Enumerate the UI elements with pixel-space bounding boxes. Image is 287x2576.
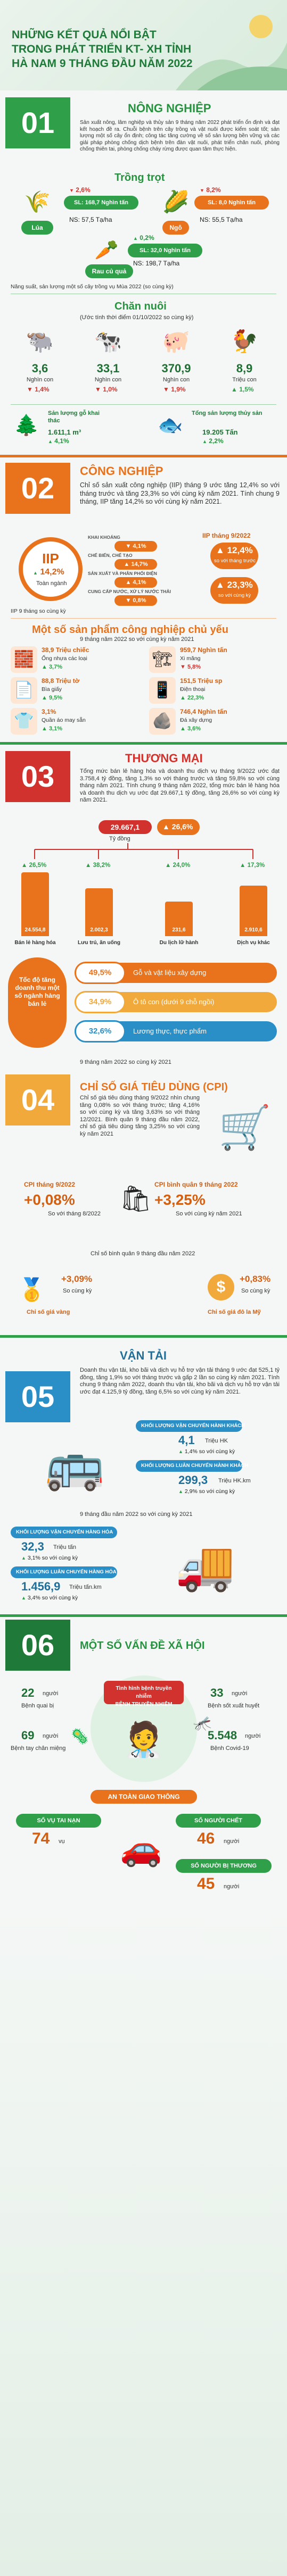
animal-value: 33,1 [96, 362, 120, 375]
hk1-unit: Triệu HK [205, 1438, 228, 1444]
retail-row-pct: 34,9% [75, 991, 126, 1013]
raucu-pct: ▲ 0,2% [133, 234, 154, 241]
bar-label: Du lịch lữ hành [159, 940, 199, 946]
retail-row-pct: 32,6% [75, 1020, 126, 1043]
section-number-04: 04 [5, 1074, 70, 1126]
product-value: 746,4 Nghìn tấn [180, 708, 227, 715]
total-unit: Tỷ đồng [109, 836, 130, 842]
product-desc: Ống nhựa các loại [42, 655, 87, 662]
product-pct: ▲ 3,1% [42, 726, 63, 732]
page-title: NHỮNG KẾT QUẢ NỔI BẬT TRONG PHÁT TRIỂN KT- XH TỈNH HÀ NAM 9 THÁNG ĐẦU NĂM 2022 [12, 29, 193, 70]
cpi-month-note: So với tháng 8/2022 [48, 1211, 101, 1217]
bar-pct: ▲ 26,5% [21, 862, 47, 869]
product-icon: 🏗 [149, 646, 176, 673]
corn-icon: 🌽 [162, 190, 189, 214]
product-icon: 📱 [149, 677, 176, 704]
divider [11, 618, 276, 619]
iip-note: IIP 9 tháng so cùng kỳ [11, 608, 66, 614]
s3-intro: Tổng mức bán lẻ hàng hóa và doanh thu dịch vụ tháng 9/2022 ước đạt 3.758,4 tỷ đồng, tăng 1,3% so với tháng trước và tăng 59,8% so với cùng tháng năm 2021. Tính chung 9 tháng năm 2022, tổng mức bán lẻ hàng hóa và doanh thu dịch vụ ước đạt 29.667,1 tỷ đồng, tăng 26,6% so với cùng kỳ năm 2021. [80, 768, 280, 803]
product-icon: 📄 [11, 677, 37, 704]
raucu-ns: NS: 198,7 Tạ/ha [133, 260, 180, 267]
bus-icon: 🚌 [44, 1439, 105, 1492]
chicken-icon: 🐓 [230, 329, 259, 354]
pig-icon: 🐖 [162, 329, 191, 354]
d4-label: Bệnh Covid-19 [210, 1745, 249, 1752]
s5-intro: Doanh thu vận tải, kho bãi và dịch vụ hỗ trợ vận tải tháng 9 ước đạt 525,1 tỷ đồng, tăng 1,9% so với tháng trước và gấp 2 lần so cùng kỳ năm 2021. Tính chung 9 tháng năm 2022, doanh thu vận tải, kho bãi và dịch vụ hỗ trợ vận tải ước đạt 4.125,9 tỷ đồng, tăng 6,5% so với cùng kỳ năm 2021. [80, 1367, 280, 1395]
disease-title: Tình hình bệnh truyền nhiễm BỆNH TRUYỀN NHIỄM [104, 1681, 184, 1704]
products-sub: 9 tháng năm 2022 so với cùng kỳ năm 2021 [80, 636, 194, 643]
branch-value: ▲ 14,7% [114, 559, 157, 570]
lua-pct: ▼ 2,6% [69, 186, 91, 194]
s2-intro: Chỉ số sản xuất công nghiệp (IIP) tháng 9 ước tăng 12,4% so với tháng trước và tăng 23,3% so với cùng kỳ năm 2021. Tính chung 9 tháng, IIP tăng 14,2% so với cùng kỳ năm 2021. [80, 481, 280, 505]
section-title-xa-hoi: MỘT SỐ VẤN ĐỀ XÃ HỘI [80, 1640, 205, 1652]
traffic-title: AN TOÀN GIAO THÔNG [91, 1790, 197, 1804]
g1-unit: vụ [59, 1838, 65, 1845]
go-label: Sản lượng gỗ khai thác [48, 410, 100, 424]
hk2-pct: ▲ 2,9% so với cùng kỳ [178, 1488, 235, 1495]
truck-icon: 🚚 [175, 1540, 235, 1593]
lua-label: Lúa [21, 221, 53, 235]
animal-unit: Triệu con [232, 377, 257, 383]
section-title-nong-nghiep: NÔNG NGHIỆP [128, 102, 211, 115]
raucu-sl: SL: 32,0 Nghìn tấn [128, 244, 202, 257]
cpi-month-value: +0,08% [24, 1191, 75, 1208]
d3-unit: người [232, 1690, 248, 1697]
bar-value: 24.554,8 [24, 927, 46, 933]
ngo-sl: SL: 8,0 Nghìn tấn [194, 196, 269, 210]
cpi-note: Chỉ số bình quân 9 tháng đầu năm 2022 [91, 1251, 195, 1257]
cpi-year-note: So với cùng kỳ năm 2021 [176, 1211, 242, 1217]
page-footer-space [0, 1904, 287, 2576]
animal-value: 370,9 [161, 362, 191, 375]
g3-label: SỐ NGƯỜI BỊ THƯƠNG [176, 1859, 272, 1873]
bar-value: 2.910,6 [244, 927, 263, 933]
section-number-02: 02 [5, 463, 70, 514]
iip-sub: Toàn ngành [36, 580, 67, 587]
gold-value: +3,09% [61, 1274, 93, 1284]
d4-unit: người [245, 1733, 261, 1739]
s1-intro: Sản xuất nông, lâm nghiệp và thủy sản 9 tháng năm 2022 phát triển ổn định và đạt kết hoạch đề ra. Chuỗi bệnh trên cây trồng và vật nuôi được kiểm soát tốt; sản lượng một số cây ổn định; công tác tăng cường về số sản lượng bền vững và các giải pháp phòng chống dịch bệnh trên đàn vật nuôi, phát triển chăn nuôi, phòng chống thiên tai, phòng chống cháy rừng được quan tâm thực hiện. [80, 120, 280, 152]
d2-label: Bệnh tay chân miệng [11, 1745, 66, 1752]
iip-month-title: IIP tháng 9/2022 [202, 532, 251, 539]
hk2-title: KHỐI LƯỢNG LUÂN CHUYỂN HÀNH KHÁCH [136, 1460, 242, 1472]
hh1-value: 32,3 [21, 1540, 44, 1553]
hh2-unit: Triệu tấn.km [69, 1584, 102, 1590]
section-title-cpi: CHỈ SỐ GIÁ TIÊU DÙNG (CPI) [80, 1081, 228, 1093]
d1-unit: người [43, 1690, 59, 1697]
animal-pct: ▼ 1,9% [163, 386, 186, 393]
go-value: 1.611,1 m³ [48, 428, 81, 436]
virus-icon: 🦠 [70, 1728, 89, 1745]
usd-label: Chỉ số giá đô la Mỹ [208, 1309, 261, 1315]
cpi-year-value: +3,25% [154, 1191, 206, 1208]
section-number-03: 03 [5, 751, 70, 802]
hh2-title: KHỐI LƯỢNG LUÂN CHUYỂN HÀNG HÓA [11, 1566, 117, 1578]
products-title: Một số sản phẩm công nghiệp chủ yếu [32, 624, 228, 636]
branch-label: SẢN XUẤT VÀ PHÂN PHỐI ĐIỆN [88, 571, 157, 576]
hk2-unit: Triệu HK.km [218, 1478, 251, 1484]
s1-note: Năng suất, sản lượng một số cây trồng vụ Mùa 2022 (so cùng kỳ) [11, 284, 174, 290]
animal-pct: ▲ 1,5% [231, 386, 254, 393]
product-icon: 🪨 [149, 708, 176, 735]
product-desc: Xi măng [180, 655, 201, 662]
s5-note: 9 tháng đầu năm 2022 so với cùng kỳ 2021 [80, 1511, 193, 1518]
section-number-05: 05 [5, 1371, 70, 1422]
product-pct: ▲ 3,7% [42, 664, 63, 670]
cpi-year-title: CPI bình quân 9 tháng 2022 [154, 1181, 238, 1188]
chan-nuoi-title: Chăn nuôi [114, 301, 167, 312]
g3-unit: người [224, 1883, 240, 1890]
hk1-pct: ▲ 1,4% so với cùng kỳ [178, 1448, 235, 1455]
g2-unit: người [224, 1838, 240, 1845]
product-value: 959,7 Nghìn tấn [180, 646, 227, 654]
retail-row: Lương thực, thực phẩm [75, 1021, 277, 1041]
iip-month-v1-note: so với tháng trước [214, 558, 256, 564]
shopping-bags-icon: 🛍 [119, 1185, 152, 1213]
usd-note: So cùng kỳ [241, 1288, 270, 1294]
dollar-icon: $ [208, 1274, 234, 1300]
iip-value: ▲ 14,2% [33, 568, 64, 577]
animal-unit: Nghìn con [94, 377, 122, 383]
g2-value: 46 [197, 1830, 215, 1847]
ngo-ns: NS: 55,5 Tạ/ha [200, 216, 243, 223]
hh1-pct: ▲ 3,1% so với cùng kỳ [21, 1555, 78, 1561]
branch-label: KHAI KHOÁNG [88, 535, 120, 540]
s3-note: 9 tháng năm 2022 so cùng kỳ 2021 [80, 1059, 171, 1065]
section-number-06: 06 [5, 1620, 70, 1671]
iip-month-v2-note: so với cùng kỳ [218, 593, 251, 598]
hh1-title: KHỐI LƯỢNG VẬN CHUYỂN HÀNG HÓA [11, 1527, 117, 1538]
bar-value: 2.002,3 [90, 927, 108, 933]
product-value: 88,8 Triệu tờ [42, 677, 80, 685]
product-desc: Quần áo may sẵn [42, 717, 86, 723]
animal-pct: ▼ 1,0% [95, 386, 118, 393]
product-desc: Điện thoại [180, 686, 206, 693]
hh2-pct: ▲ 3,4% so với cùng kỳ [21, 1595, 78, 1601]
d3-value: 33 [210, 1686, 224, 1699]
bar-pct: ▲ 17,3% [240, 862, 265, 869]
total-pct: ▲ 26,6% [162, 822, 193, 831]
section-bar [0, 1614, 287, 1617]
d2-value: 69 [21, 1729, 35, 1742]
thuysan-pct: ▲ 2,2% [202, 437, 224, 445]
bar-label: Bán lẻ hàng hóa [14, 940, 56, 946]
branch-value: ▲ 4,1% [114, 577, 157, 588]
bar-label: Dịch vụ khác [237, 940, 270, 946]
animal-value: 8,9 [236, 362, 253, 375]
gold-label: Chỉ số giá vàng [27, 1309, 70, 1315]
iip-label: IIP [42, 551, 59, 566]
hh2-value: 1.456,9 [21, 1580, 61, 1593]
product-value: 38,9 Triệu chiếc [42, 646, 89, 654]
g1-label: SỐ VỤ TAI NẠN [16, 1814, 101, 1828]
animal-value: 3,6 [31, 362, 48, 375]
trong-trot-title: Trồng trọt [114, 172, 165, 184]
section-title-van-tai: VẬN TẢI [120, 1349, 167, 1362]
bar-pct: ▲ 24,0% [165, 862, 191, 869]
doctor-icon: 🧑‍⚕️ [122, 1720, 165, 1758]
branch-value: ▼ 4,1% [114, 541, 157, 552]
product-pct: ▲ 22,3% [180, 695, 204, 701]
iip-month-v1: ▲ 12,4% [216, 545, 253, 555]
vegetables-icon: 🥕 [94, 239, 119, 261]
go-pct: ▲ 4,1% [48, 437, 69, 445]
iip-month-v2: ▲ 23,3% [216, 580, 253, 590]
product-value: 3,1% [42, 708, 56, 715]
s4-intro: Chỉ số giá tiêu dùng tháng 9/2022 nhìn chung tăng 0,08% so với tháng trước; tăng 4,16% so với cùng kỳ và tăng 3,63% so với tháng 12/2021. Bình quân 9 tháng đầu năm 2022, chỉ số giá tiêu dùng tăng 3,25% so với cùng kỳ năm 2021 [80, 1095, 200, 1137]
g1-value: 74 [32, 1830, 50, 1847]
product-pct: ▲ 3,6% [180, 726, 201, 732]
hk2-value: 299,3 [178, 1473, 208, 1487]
thuysan-label: Tổng sản lượng thủy sản [192, 410, 263, 416]
g3-value: 45 [197, 1875, 215, 1893]
cpi-month-title: CPI tháng 9/2022 [24, 1181, 76, 1188]
raucu-label: Rau củ quả [85, 264, 133, 278]
retail-row: Gỗ và vật liệu xây dựng [75, 963, 277, 983]
animal-unit: Nghìn con [162, 377, 190, 383]
section-title-thuong-mai: THƯƠNG MẠI [125, 752, 203, 765]
forest-icon: 🌲 [14, 414, 39, 437]
animal-unit: Nghìn con [26, 377, 54, 383]
bar-label: Lưu trú, ăn uống [77, 940, 120, 946]
d4-value: 5.548 [208, 1729, 237, 1742]
bar-pct: ▲ 38,2% [85, 862, 111, 869]
mosquito-icon: 🦟 [193, 1715, 212, 1731]
d1-label: Bệnh quai bị [21, 1703, 54, 1709]
hk1-value: 4,1 [178, 1433, 195, 1447]
section-number-01: 01 [5, 97, 70, 148]
d1-value: 22 [21, 1686, 35, 1699]
ngo-label: Ngô [162, 221, 189, 235]
thuysan-value: 19.205 Tấn [202, 428, 238, 436]
section-bar [0, 1335, 287, 1338]
buffalo-icon: 🐃 [26, 329, 54, 354]
lua-ns: NS: 57,5 Tạ/ha [69, 216, 112, 223]
hh1-unit: Triệu tấn [53, 1544, 77, 1550]
section-bar [0, 455, 287, 457]
total-value: 29.667,1 [99, 820, 152, 834]
branch-label: CUNG CẤP NƯỚC, XỬ LÝ NƯỚC THẢI [88, 589, 171, 594]
product-pct: ▼ 5,8% [180, 664, 201, 670]
branch-value: ▼ 0,8% [114, 595, 157, 606]
retail-row: Ô tô con (dưới 9 chỗ ngồi) [75, 992, 277, 1012]
d2-unit: người [43, 1733, 59, 1739]
product-icon: 👕 [11, 708, 37, 735]
product-pct: ▲ 9,5% [42, 695, 63, 701]
product-desc: Đá xây dựng [180, 717, 212, 723]
gold-note: So cùng kỳ [63, 1288, 92, 1294]
fish-icon: 🐟 [158, 414, 183, 437]
hk1-title: KHỐI LƯỢNG VẬN CHUYỂN HÀNH KHÁCH [136, 1420, 242, 1432]
bars-connector [16, 843, 272, 859]
chan-nuoi-sub: (Ước tính thời điểm 01/10/2022 so cùng kỳ) [80, 314, 194, 321]
rice-icon: 🌾 [24, 190, 51, 214]
retail-row-pct: 49,5% [75, 962, 126, 984]
product-desc: Bìa giấy [42, 686, 62, 693]
branch-label: CHẾ BIẾN, CHẾ TẠO [88, 553, 133, 558]
g2-label: SỐ NGƯỜI CHẾT [176, 1814, 261, 1828]
header-banner [0, 0, 287, 90]
ngo-pct: ▼ 8,2% [200, 186, 221, 194]
side-label: Tốc độ tăng doanh thu một số ngành hàng bán lẻ [14, 976, 60, 1007]
section-bar [0, 742, 287, 745]
usd-value: +0,83% [240, 1274, 271, 1284]
bar-value: 231,6 [172, 927, 186, 933]
cow-icon: 🐄 [94, 329, 122, 354]
lua-sl: SL: 168,7 Nghìn tấn [64, 196, 138, 210]
gold-bars-icon: 🥇 [18, 1277, 46, 1302]
car-crash-icon: 🚗 [120, 1829, 162, 1868]
divider [11, 404, 276, 405]
d3-label: Bệnh sốt xuất huyết [208, 1703, 260, 1709]
product-icon: 🧱 [11, 646, 37, 673]
section-title-cong-nghiep: CÔNG NGHIỆP [80, 464, 163, 478]
product-value: 151,5 Triệu sp [180, 677, 223, 685]
animal-pct: ▼ 1,4% [27, 386, 50, 393]
shopping-cart-icon: 🛒 [218, 1104, 272, 1151]
